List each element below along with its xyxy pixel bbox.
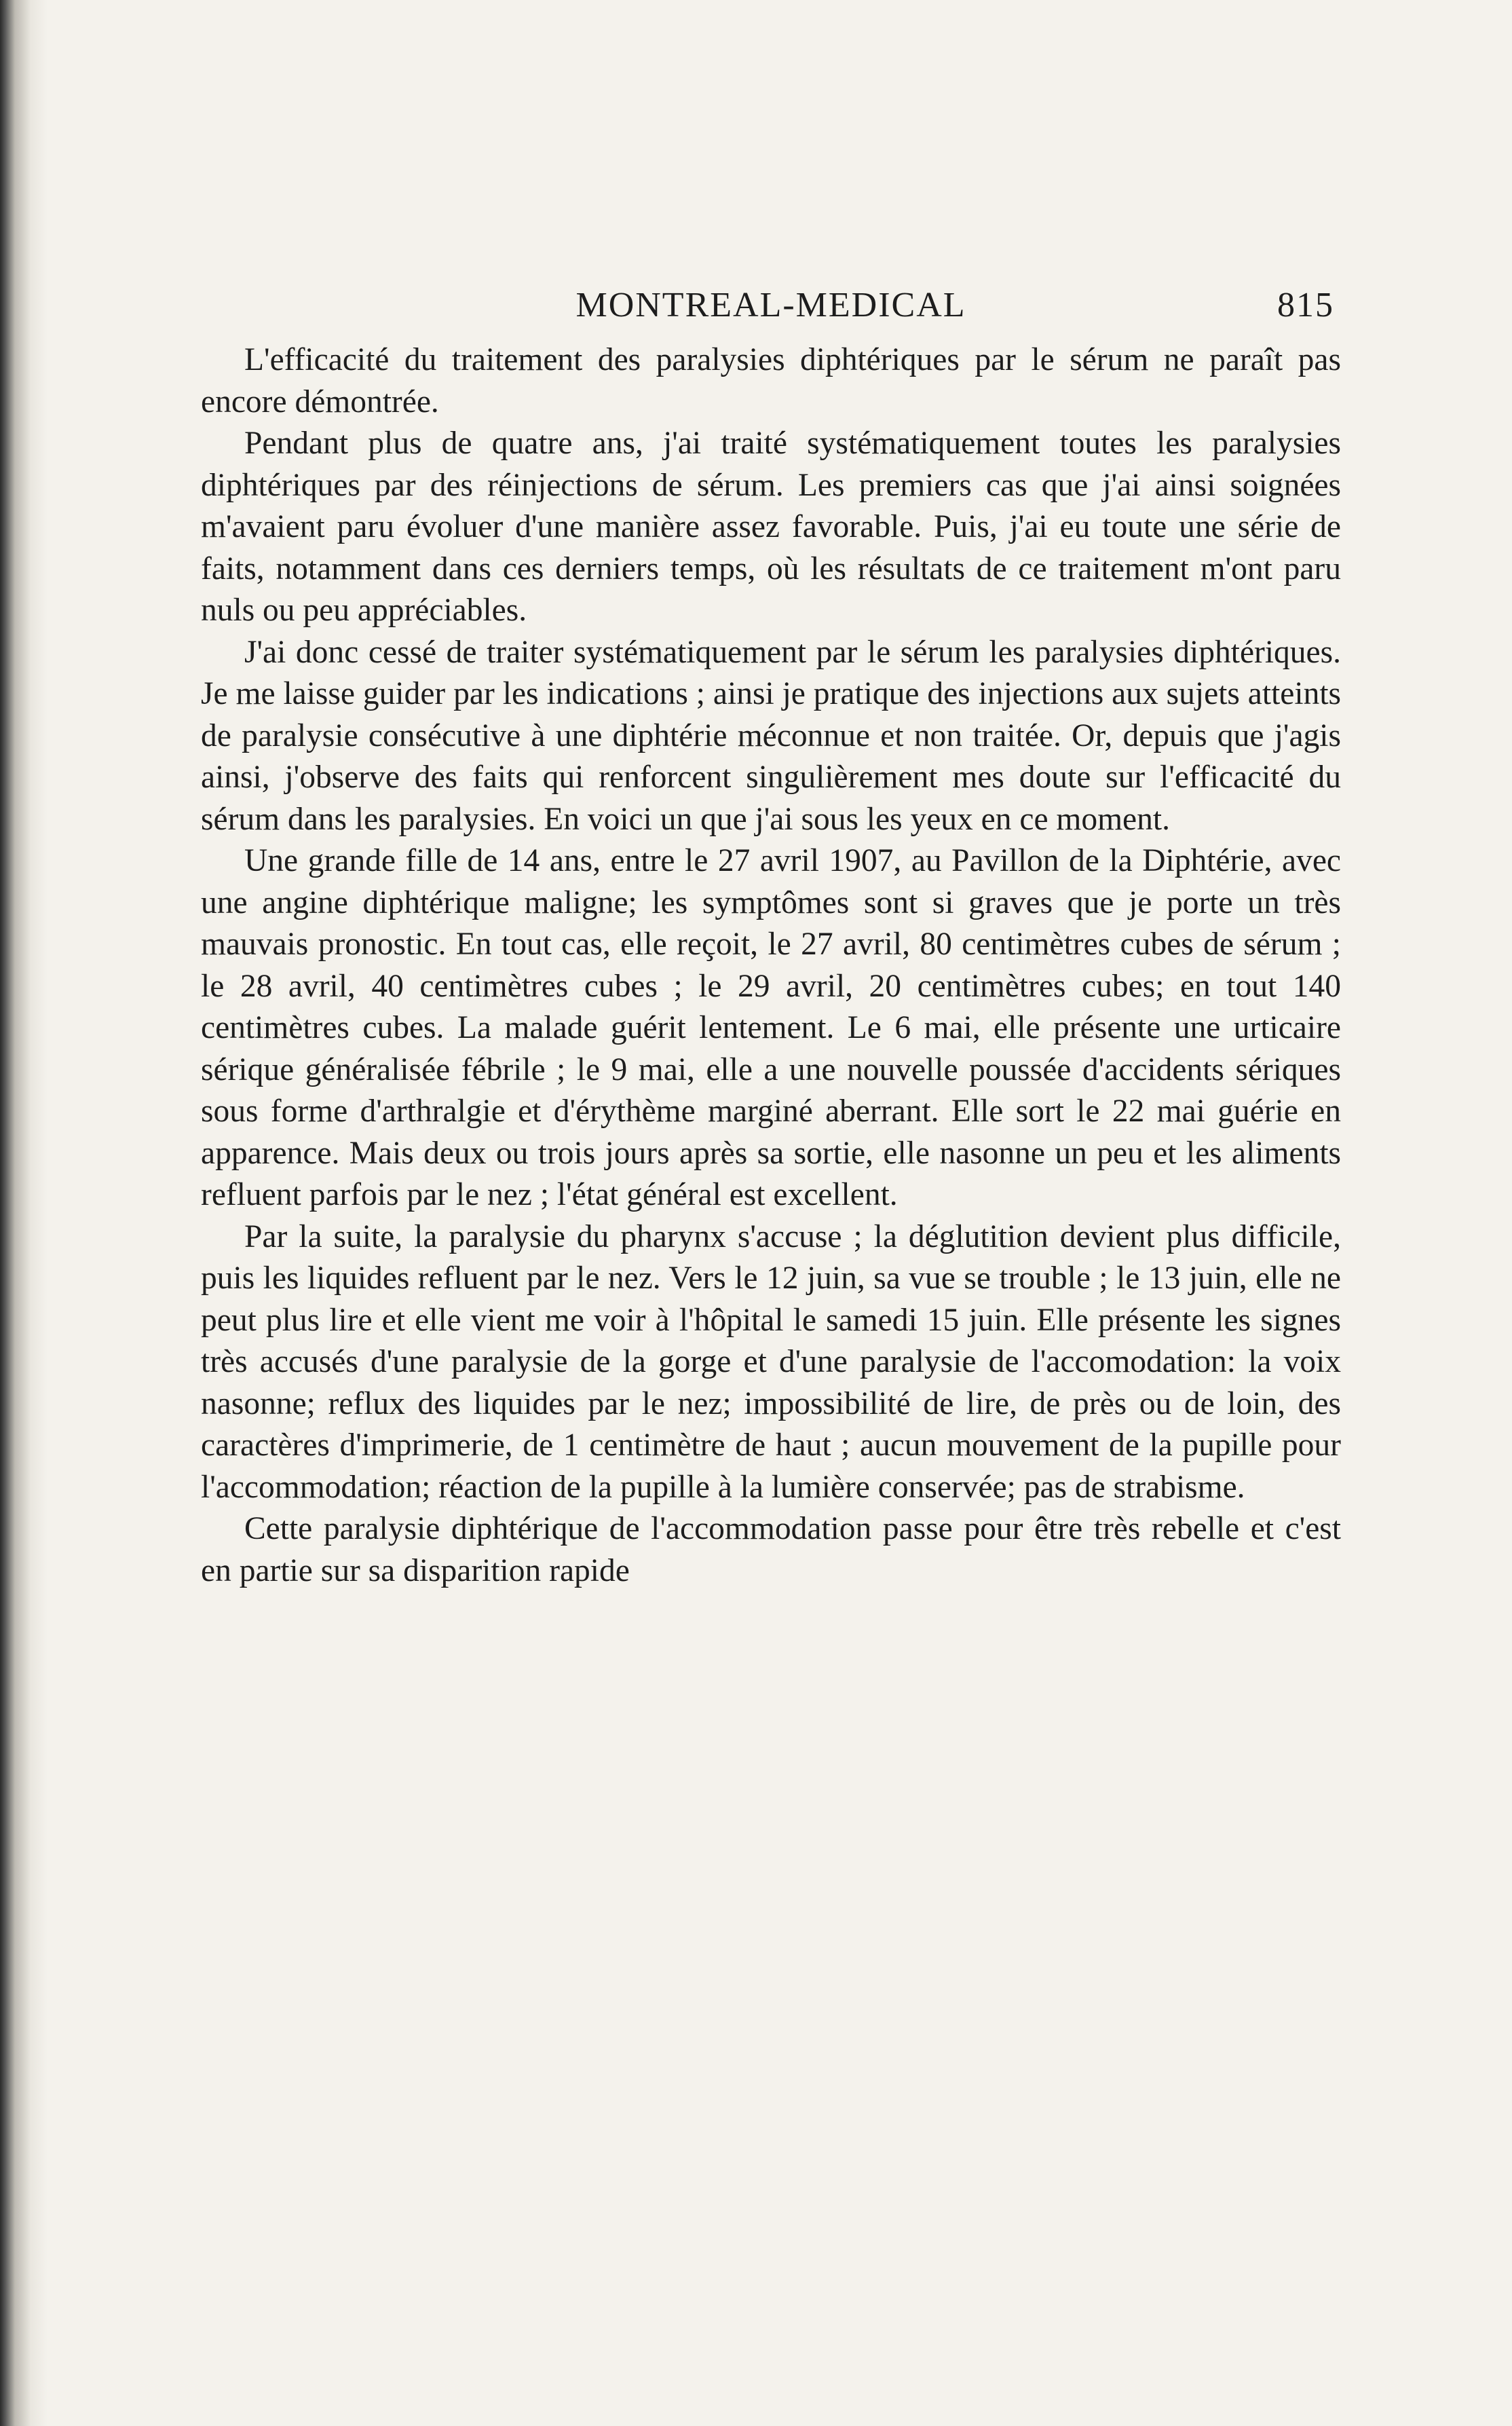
paragraph: Par la suite, la paralysie du pharynx s'accuse ; la déglutition devient plus difficile, puis les liquides refluent par le nez. Vers le 12 juin, sa vue se trouble ; le 13 juin, elle ne peut plus lire et elle vient me voir à l'hôpital le samedi 15 juin. Elle présente les signes très accusés d'une paralysie de la gorge et d'une paralysie de l'accomodation: la voix nasonne; reflux des liquides par le nez; impossibilité de lire, de près ou de loin, des caractères d'imprimerie, de 1 centimètre de haut ; aucun mouvement de la pupille pour l'accommodation; réaction de la pupille à la lumière conservée; pas de strabisme. (201, 1218, 1341, 1505)
body-text (201, 339, 1341, 1592)
page-number: 815 (1277, 286, 1334, 324)
book-page (201, 285, 1341, 1592)
paragraph: Pendant plus de quatre ans, j'ai traité systématiquement toutes les paralysies diphtériques par des réinjections de sérum. Les premiers cas que j'ai ainsi soignées m'avaient paru évoluer d'une manière assez favorable. Puis, j'ai eu toute une série de faits, notamment dans ces derniers temps, où les résultats de ce traitement m'ont paru nuls ou peu appréciables. (201, 426, 1341, 628)
paragraph: Cette paralysie diphtérique de l'accommodation passe pour être très rebelle et c'est en partie sur sa disparition rapide (201, 1511, 1341, 1588)
paragraph: L'efficacité du traitement des paralysies diphtériques par le sérum ne paraît pas encore démontrée. (201, 342, 1341, 419)
page-binding-edge (0, 0, 48, 2426)
paragraph: Une grande fille de 14 ans, entre le 27 avril 1907, au Pavillon de la Diphtérie, avec une angine diphtérique maligne; les symptômes sont si graves que je porte un très mauvais pronostic. En tout cas, elle reçoit, le 27 avril, 80 centimètres cubes de sérum ; le 28 avril, 40 centimètres cubes ; le 29 avril, 20 centimètres cubes; en tout 140 centimètres cubes. La malade guérit lentement. Le 6 mai, elle présente une urticaire sérique généralisée fébrile ; le 9 mai, elle a une nouvelle poussée d'accidents sériques sous forme d'arthralgie et d'érythème marginé aberrant. Elle sort le 22 mai guérie en apparence. Mais deux ou trois jours après sa sortie, elle nasonne un peu et les aliments refluent parfois par le nez ; l'état général est excellent. (201, 843, 1341, 1212)
paragraph: J'ai donc cessé de traiter systématiquement par le sérum les paralysies diphtériques. Je me laisse guider par les indications ; ainsi je pratique des injections aux sujets atteints de paralysie consécutive à une diphtérie méconnue et non traitée. Or, depuis que j'agis ainsi, j'observe des faits qui renforcent singulièrement mes doute sur l'efficacité du sérum dans les paralysies. En voici un que j'ai sous les yeux en ce moment. (201, 634, 1341, 837)
running-head (201, 285, 1341, 339)
running-title: MONTREAL-MEDICAL (575, 286, 966, 324)
